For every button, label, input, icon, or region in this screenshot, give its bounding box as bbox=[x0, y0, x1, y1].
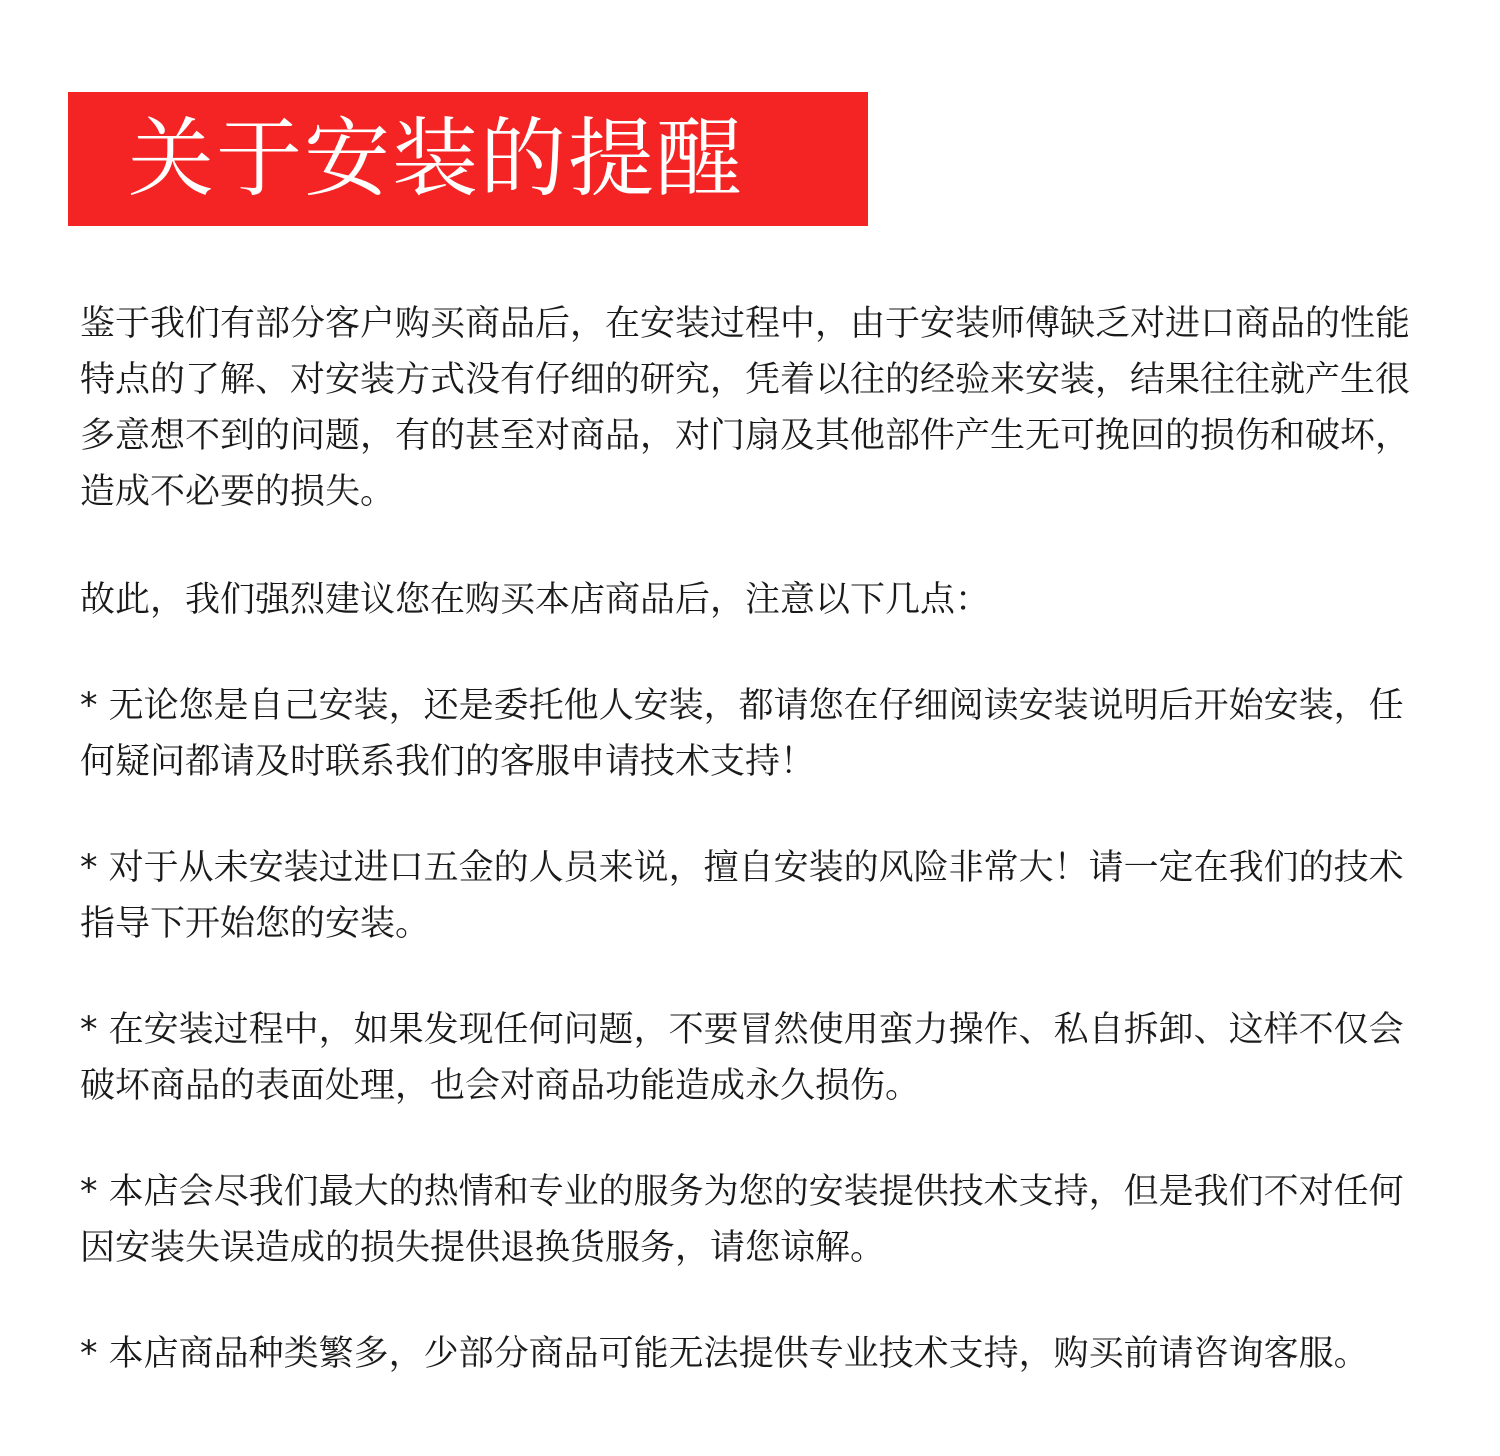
intro-paragraph: 鉴于我们有部分客户购买商品后，在安装过程中，由于安装师傅缺乏对进口商品的性能特点的了解、对安装方式没有仔细的研究，凭着以往的经验来安装，结果往往就产生很多意想不到的问题，有的甚至对商品，对门扇及其他部件产生无可挽回的损伤和破坏，造成不必要的损失。 bbox=[80, 304, 1411, 512]
title-banner bbox=[68, 92, 868, 226]
bullet-item bbox=[80, 1164, 1420, 1276]
bullet-item bbox=[80, 1326, 1420, 1382]
bullet-text: 对于从未安装过进口五金的人员来说，擅自安装的风险非常大！请一定在我们的技术指导下开始您的安装。 bbox=[80, 848, 1404, 944]
bullet-marker: * bbox=[80, 686, 98, 726]
bullet-marker: * bbox=[80, 1010, 98, 1050]
bullet-text: 无论您是自己安装，还是委托他人安装，都请您在仔细阅读安装说明后开始安装，任何疑问都请及时联系我们的客服申请技术支持！ bbox=[80, 686, 1404, 782]
bullet-text: 本店商品种类繁多，少部分商品可能无法提供专业技术支持，购买前请咨询客服。 bbox=[108, 1334, 1369, 1374]
bullet-item bbox=[80, 840, 1420, 952]
bullet-marker: * bbox=[80, 1334, 98, 1374]
bullet-marker: * bbox=[80, 1172, 98, 1212]
bullet-text: 本店会尽我们最大的热情和专业的服务为您的安装提供技术支持，但是我们不对任何因安装失误造成的损失提供退换货服务，请您谅解。 bbox=[80, 1172, 1404, 1268]
bullet-marker: * bbox=[80, 848, 98, 888]
bullet-item bbox=[80, 1002, 1420, 1114]
bullet-text: 在安装过程中，如果发现任何问题，不要冒然使用蛮力操作、私自拆卸、这样不仅会破坏商品的表面处理，也会对商品功能造成永久损伤。 bbox=[80, 1010, 1404, 1106]
lead-paragraph: 故此，我们强烈建议您在购买本店商品后，注意以下几点： bbox=[80, 580, 991, 620]
bullet-item bbox=[80, 678, 1420, 790]
notice-content bbox=[80, 296, 1420, 1382]
page-title: 关于安装的提醒 bbox=[128, 109, 744, 209]
